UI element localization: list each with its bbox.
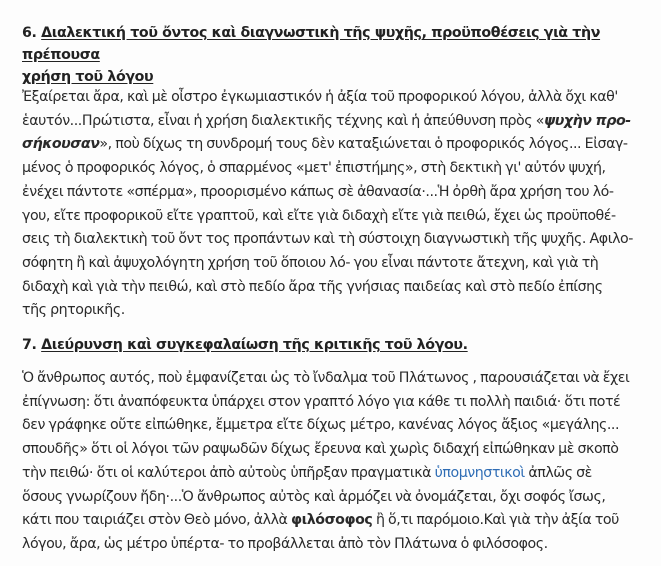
text-line: σεις τὴ διαλεκτικὴ τοῦ ὄντ τος προπάντων καὶ τὴ σύστοιχη διαγνωστικὴ τῆς ψυχῆς. Αφιλο- (22, 231, 633, 248)
emphasized-phrase: σήκουσαν (22, 136, 100, 153)
text-run: τὴν πειθώ· ὅτι οἱ καλύτεροι ἀπὸ αὐτοὺς ὑπῆρξαν πραγματικὰ (22, 464, 435, 481)
text-line (22, 509, 629, 533)
section-7-number: 7. (22, 337, 37, 353)
section-7-paragraph (22, 367, 629, 557)
bold-term-philosophos: φιλόσοφος (291, 512, 373, 529)
text-line: μένος ὁ προφορικός λόγος, ὁ σπαρμένος «μετ' ἐπιστήμης», στὴ δεκτικὴ γι' αὐτόν ψυχή, (22, 160, 606, 177)
text-line: γου, εἴτε προφορικοῦ εἴτε γραπτοῦ, καὶ εἴτε γιὰ διδαχὴ εἴτε γιὰ πειθώ, ἔχει ὡς προϋποθέ- (22, 207, 616, 224)
text-line: Ἐξαίρεται ἄρα, καὶ μὲ οἶστρο ἐγκωμιαστικόν ἡ ἀξία τοῦ προφορικού λόγου, ἀλλὰ ὄχι καθ' (22, 89, 618, 105)
section-7-title: Διεύρυνση καὶ συγκεφαλαίωση τῆς κριτικῆς τοῦ λόγου. (41, 337, 468, 353)
text-line (22, 133, 633, 157)
text-line: ἐνέχει πάντοτε «σπέρμα», προορισμένο κάπως σὲ ἀθανασία·...Ἡ ὀρθὴ ἄρα χρήση του λό- (22, 183, 614, 200)
text-run: », ποὺ δίχως τη συνδρομή τους δὲν καταξιώνεται ὁ προφορικός λόγος... Εἰσαγ- (99, 136, 628, 153)
section-6-title-line2: χρήση τοῦ λόγου (22, 69, 154, 85)
text-line: λόγου, ἄρα, ὡς μέτρο ὑπέρτα- το προβάλλεται ἀπὸ τὸν Πλάτωνα ὁ φιλόσοφος. (22, 535, 548, 552)
hypomnestikoi-link[interactable]: ὑπομνηστικοὶ (434, 464, 525, 481)
section-6-title-line1: Διαλεκτική τοῦ ὄντος καὶ διαγνωστικὴ τῆς ψυχῆς, προϋποθέσεις γιὰ τὴν πρέπουσα (22, 25, 601, 63)
text-line: τῆς ρητορικῆς. (22, 302, 125, 319)
text-line: δεν γράφηκε οὔτε εἰπώθηκε, ἔμμετρα εἴτε δίχως μέτρο, κανένας λόγος ἄξιος «μεγάλης... (22, 417, 620, 434)
text-line: διδαχὴ καὶ γιὰ τὴν πειθώ, καὶ στὸ πεδίο ἄρα τῆς γνήσιας παιδείας καὶ στὸ πεδίο ἐπίσης (22, 278, 603, 295)
text-run: ἢ ὅ,τι παρόμοιο.Καὶ γιὰ τὴν ἀξία τοῦ (372, 512, 619, 529)
text-run: κάτι που ταιριάζει στὸν Θεὸ μόνο, ἀλλὰ (22, 512, 292, 529)
text-line: Ὁ ἄνθρωπος αυτός, ποὺ ἐμφανίζεται ὡς τὸ ἴνδαλμα τοῦ Πλάτωνος , παρουσιάζεται νὰ ἔχει (22, 370, 630, 386)
section-7-heading (22, 334, 468, 356)
section-6-paragraph (22, 86, 633, 323)
text-line: ὅσους γνωρίζουν ἤδη·...Ὁ ἄνθρωπος αὐτὸς καὶ ἁρμόζει νὰ ὀνομάζεται, ὄχι σοφός ἴσως, (22, 488, 606, 505)
section-6-number: 6. (22, 25, 37, 41)
text-line: σόφητη ἢ καὶ ἀψυχολόγητη χρήση τοῦ ὅποιου λό- γου εἶναι πάντοτε ἄτεχνη, καὶ γιὰ τὴ (22, 254, 599, 271)
text-run: ἑαυτόν...Πρώτιστα, εἶναι ἡ χρήση διαλεκτικῆς τέχνης καὶ ἡ ἀπεύθυνση πρὸς « (22, 112, 544, 129)
text-line: ἐπίγνωση: ὅτι ἀναπόφευκτα ὑπάρχει στον γραπτό λόγο για κάθε τι πολλὴ παιδιά· ὅτι ποτέ (22, 393, 621, 410)
text-line: σπουδῆς» ὅτι οἱ λόγοι τῶν ραψωδῶν δίχως ἔρευνα καὶ χωρὶς διδαχή εἰπώθηκαν μὲ σκοπὸ (22, 441, 619, 458)
text-line (22, 110, 633, 134)
emphasized-phrase: ψυχὴν προ- (543, 112, 631, 129)
text-line (22, 462, 629, 486)
section-6-heading (22, 22, 647, 88)
text-run: ἀπλῶς σὲ (524, 464, 592, 481)
